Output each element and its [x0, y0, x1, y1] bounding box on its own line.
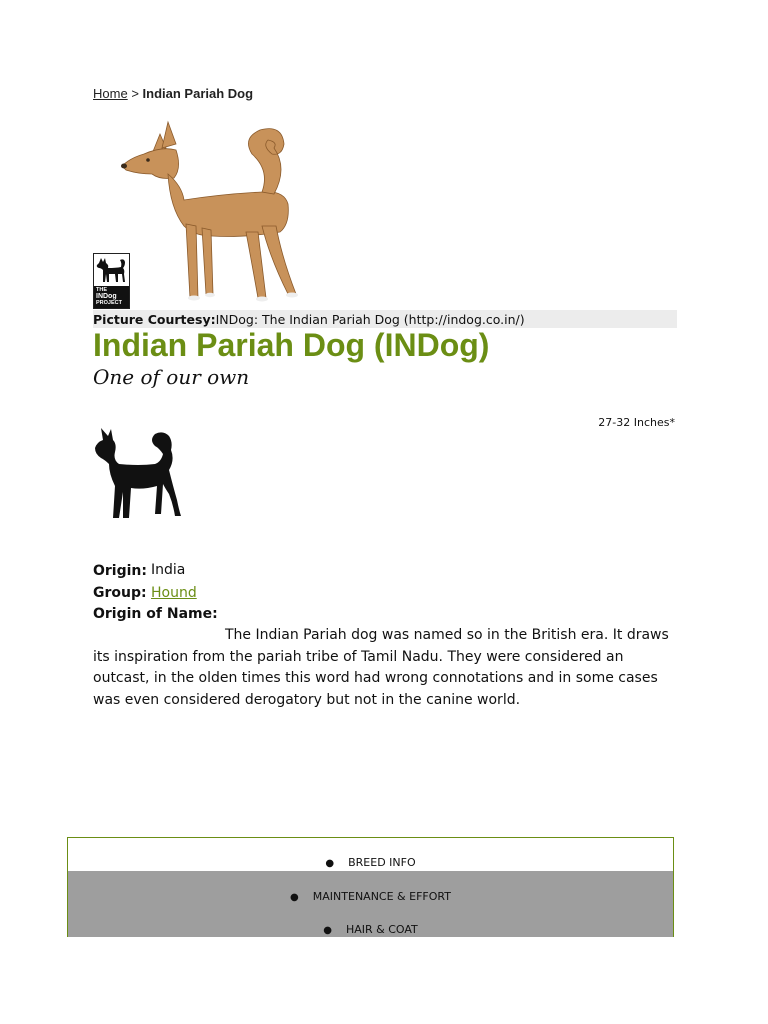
origin-of-name-label: Origin of Name:	[93, 606, 218, 622]
dog-logo-icon	[94, 254, 129, 286]
menu-item-hair-coat[interactable]: ● HAIR & COAT	[68, 913, 673, 946]
indog-project-logo	[93, 253, 130, 309]
origin-label: Origin:	[93, 563, 147, 579]
menu-item-breed-info[interactable]: ● BREED INFO	[68, 846, 673, 879]
page-title: Indian Pariah Dog (INDog)	[93, 327, 490, 363]
group-label: Group:	[93, 585, 147, 601]
dog-leg-front-left	[186, 224, 198, 298]
dog-tail	[248, 129, 284, 194]
logo-text: THE INDog PROJECT	[96, 287, 122, 306]
bullet-icon: ●	[325, 858, 335, 869]
dog-leg-back-left	[262, 226, 296, 294]
breadcrumb-current: Indian Pariah Dog	[142, 86, 254, 101]
courtesy-text: INDog: The Indian Pariah Dog (http://indog.co.in/)	[215, 312, 525, 327]
dog-head	[122, 149, 179, 179]
breadcrumb-separator: >	[131, 86, 139, 101]
dog-photo	[112, 108, 312, 308]
dog-leg-back-right	[246, 232, 266, 298]
origin-description: The Indian Pariah dog was named so in the British era. It draws its inspiration from the pariah tribe of Tamil Nadu. They were considered an outcast, in the olden times this word had wrong connotations and in some cases was even considered derogatory but not in the canine world.	[93, 627, 669, 709]
bullet-icon: ●	[290, 892, 299, 903]
menu-item-maintenance[interactable]: ● MAINTENANCE & EFFORT	[68, 880, 673, 913]
origin-value: India	[151, 562, 186, 578]
dog-ear-right	[162, 122, 176, 148]
picture-courtesy	[93, 310, 677, 328]
dog-silhouette-icon	[93, 426, 183, 522]
height-label: 27-32 Inches*	[598, 416, 675, 429]
origin-of-name-row	[93, 606, 218, 622]
courtesy-label: Picture Courtesy:	[93, 312, 216, 327]
dog-leg-front-right	[202, 228, 213, 294]
breadcrumb	[93, 86, 253, 101]
bullet-icon: ●	[323, 925, 332, 936]
origin-row	[93, 562, 186, 579]
page-subtitle: One of our own	[93, 365, 250, 389]
breed-menu	[67, 837, 674, 937]
group-row	[93, 585, 197, 601]
breadcrumb-home-link[interactable]: Home	[93, 86, 128, 101]
group-link[interactable]: Hound	[151, 585, 197, 601]
